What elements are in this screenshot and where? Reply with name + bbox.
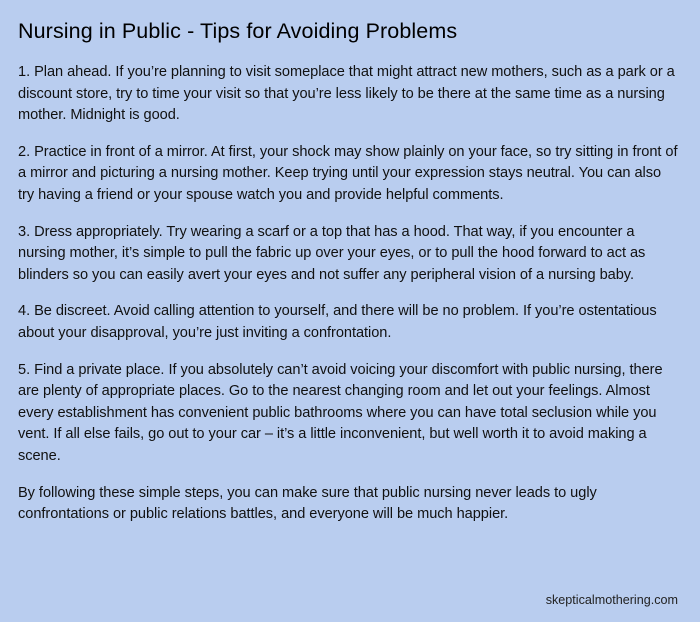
closing-paragraph: By following these simple steps, you can make sure that public nursing never leads to ugly confrontations or public relations battles, and everyone will be much happier.	[18, 484, 597, 523]
tip-paragraph-4: 4. Be discreet. Avoid calling attention to yourself, and there will be no problem. If you’re ostentatious about your disapproval, you’re just inviting a confrontation.	[18, 303, 657, 341]
tip-paragraph-1: 1. Plan ahead. If you’re planning to visit someplace that might attract new mothers, such as a park or a discount store, try to time your visit so that you’re less likely to be there at the same time as a nursing mother. Midnight is good.	[18, 64, 675, 124]
page-title: Nursing in Public - Tips for Avoiding Problems	[18, 19, 458, 43]
tip-paragraph-2: 2. Practice in front of a mirror. At first, your shock may show plainly on your face, so try sitting in front of a mirror and picturing a nursing mother. Keep trying until your expression stays neutral. You can also try having a friend or your spouse watch you and provide helpful comments.	[18, 143, 678, 203]
tip-paragraph-3: 3. Dress appropriately. Try wearing a scarf or a top that has a hood. That way, if you encounter a nursing mother, it’s simple to pull the fabric up over your eyes, or to pull the hood forward to act as blinders so you can easily avert your eyes and not suffer any peripheral vision of a nursing baby.	[18, 223, 646, 283]
tip-paragraph-5: 5. Find a private place. If you absolutely can’t avoid voicing your discomfort with public nursing, there are plenty of appropriate places. Go to the nearest changing room and let out your feelings. Almost every establishment has convenient public bathrooms where you can have total seclusion while you vent. If all else fails, go out to your car – it’s a little inconvenient, but well worth it to avoid making a scene.	[18, 361, 663, 464]
source-credit: skepticalmothering.com	[545, 593, 678, 607]
